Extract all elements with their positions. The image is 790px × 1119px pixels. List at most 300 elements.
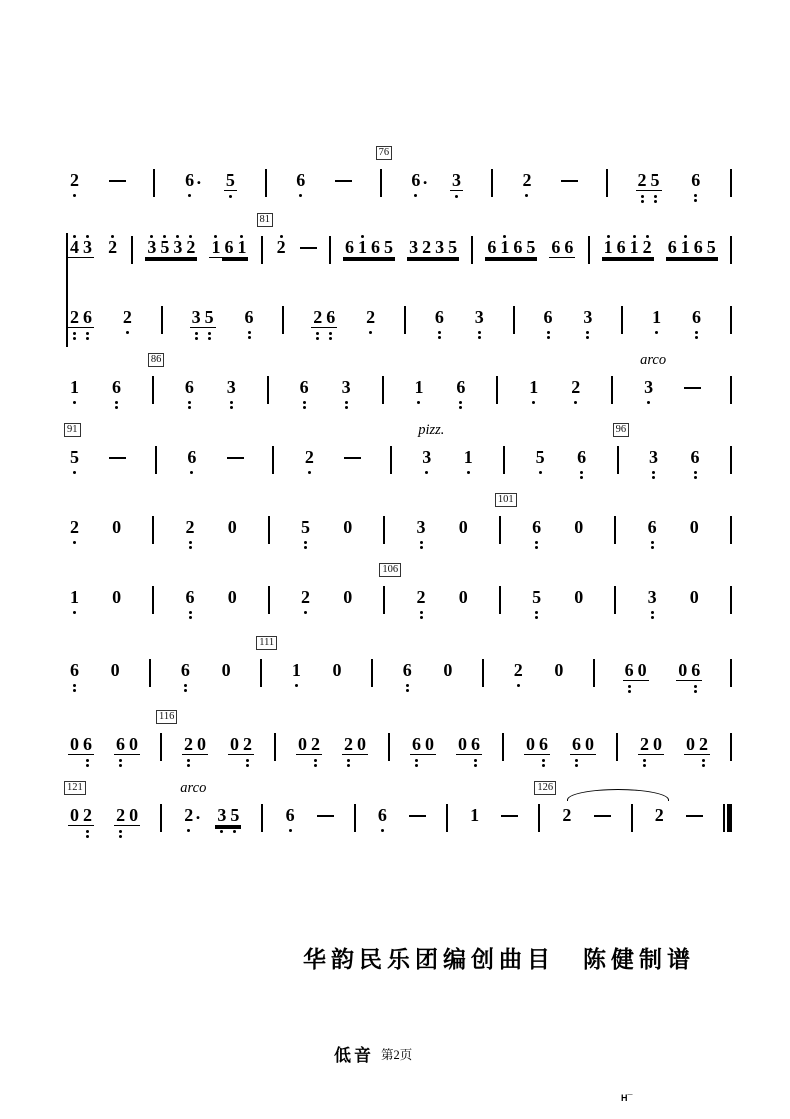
lower-octave-dots (304, 541, 307, 549)
octave-dot (369, 331, 372, 334)
octave-dot (474, 764, 477, 767)
note-digit: 6 (434, 307, 444, 327)
dash-line (109, 457, 126, 459)
note-group (415, 511, 428, 549)
note (542, 301, 555, 339)
note-digit: 0 (197, 734, 206, 754)
barline (152, 586, 154, 614)
note (569, 371, 582, 404)
octave-dot (304, 541, 307, 544)
octave-dot (289, 829, 292, 832)
note (689, 654, 702, 693)
barline (268, 516, 270, 544)
lower-octave-dots (420, 611, 423, 619)
note-digit: 2 (184, 734, 193, 754)
note (650, 301, 663, 334)
lower-octave-dots (208, 332, 211, 340)
lower-octave-dots (586, 331, 589, 339)
octave-dot (547, 336, 550, 339)
barline (730, 306, 732, 334)
note-group (569, 371, 582, 404)
music-line (58, 637, 742, 693)
note (114, 728, 127, 767)
lower-octave-dots (304, 611, 307, 614)
note-group (342, 728, 368, 767)
lower-octave-dots (539, 471, 542, 474)
octave-dot (586, 336, 589, 339)
lower-octave-dots (474, 759, 477, 767)
barline (404, 306, 406, 334)
note-digit: 2 (313, 307, 323, 327)
barline (382, 376, 384, 404)
note-group (243, 301, 256, 339)
note (183, 164, 202, 197)
note-group (215, 799, 241, 833)
octave-dot (651, 546, 654, 549)
note (692, 231, 705, 262)
note-digit: 6 (564, 237, 574, 257)
note-digit: 6 (691, 660, 701, 680)
note (410, 728, 423, 767)
note (81, 301, 94, 340)
lower-octave-dots (414, 194, 417, 197)
lower-octave-dots (420, 541, 423, 549)
note (602, 231, 615, 262)
note-digit: 1 (470, 805, 480, 825)
note (203, 301, 216, 340)
lower-octave-dots (229, 195, 232, 198)
octave-dot (229, 195, 232, 198)
note-digit: 5 (383, 237, 393, 257)
octave-dot (86, 835, 89, 838)
octave-dot (478, 336, 481, 339)
dash-line (684, 387, 701, 389)
note (222, 231, 235, 262)
note (235, 231, 248, 262)
lower-octave-dots (184, 684, 187, 692)
lower-octave-dots (467, 471, 470, 474)
barline (160, 804, 162, 832)
note (524, 728, 537, 767)
note (106, 231, 119, 261)
note-group (572, 511, 585, 541)
octave-dot (295, 684, 298, 687)
note (649, 164, 662, 203)
note-digit: 5 (706, 237, 716, 257)
octave-dot (535, 611, 538, 614)
note-digit: 0 (112, 587, 122, 607)
note-group (68, 728, 94, 767)
note (473, 301, 486, 339)
octave-dot (73, 337, 76, 340)
note (309, 728, 322, 767)
dash-line (686, 815, 703, 817)
note (110, 511, 123, 541)
note-group (190, 301, 216, 340)
note (184, 581, 197, 619)
note-digit: 6 . (185, 168, 202, 190)
note-digit: 3 (422, 447, 432, 467)
octave-dot (381, 829, 384, 832)
note (638, 728, 651, 767)
note (623, 654, 636, 693)
barline (730, 236, 732, 264)
note-digit: 0 (70, 734, 79, 754)
note-group (183, 164, 202, 197)
note-group (343, 231, 395, 262)
octave-dot (195, 337, 198, 340)
note-digit: 6 (299, 377, 309, 397)
barline (161, 306, 163, 334)
music-line (58, 301, 742, 340)
octave-dot (119, 830, 122, 833)
note-group (689, 164, 702, 202)
note (457, 581, 470, 611)
note (641, 231, 654, 262)
octave-dot (190, 471, 193, 474)
note-digit: 6 (691, 170, 701, 190)
note-group (106, 231, 119, 261)
note-group (666, 231, 718, 262)
note-digit: 2 (70, 170, 79, 190)
note (552, 654, 565, 684)
octave-dot (647, 401, 650, 404)
note-digit: 3 (409, 237, 419, 257)
music-line (58, 494, 742, 549)
lower-octave-dots (643, 759, 646, 767)
lower-octave-dots (702, 759, 705, 767)
note (225, 371, 238, 409)
note (527, 371, 540, 404)
note-digit: 2 (83, 805, 92, 825)
lower-octave-dots (195, 332, 198, 340)
lower-octave-dots (248, 331, 251, 339)
note-digit: 2 (70, 307, 79, 327)
note-digit: 6 (370, 237, 380, 257)
note (572, 581, 585, 611)
octave-dot (643, 759, 646, 762)
octave-dot (188, 194, 191, 197)
note (562, 231, 575, 262)
note-digit: 6 (543, 307, 553, 327)
note-group (364, 301, 377, 334)
note-group (552, 654, 565, 684)
note-group (184, 511, 197, 549)
note-digit: 5 (204, 307, 214, 327)
octave-dot (417, 401, 420, 404)
note (412, 371, 425, 404)
note-group (433, 301, 446, 339)
note (450, 164, 463, 198)
octave-dot (195, 332, 198, 335)
note (684, 728, 697, 767)
octave-dot (467, 471, 470, 474)
duration-dash (561, 164, 578, 182)
note-group (418, 422, 445, 474)
barline (614, 516, 616, 544)
lower-octave-dots (73, 611, 76, 614)
note (145, 231, 158, 262)
octave-dot (86, 830, 89, 833)
note (228, 728, 241, 767)
note-digit: 0 (689, 517, 699, 537)
lower-octave-dots (478, 331, 481, 339)
note-digit: 0 (689, 587, 699, 607)
note (524, 231, 537, 262)
barline (155, 446, 157, 474)
note-group (653, 799, 666, 829)
barline (513, 306, 515, 334)
note-digit: 6 (83, 734, 92, 754)
bowing-mark: arco (640, 352, 667, 368)
note-group (527, 371, 540, 404)
note (676, 654, 689, 693)
octave-dot (547, 331, 550, 334)
note-group (67, 424, 81, 474)
octave-dot (188, 401, 191, 404)
note-digit: 0 (678, 660, 688, 680)
note-digit: 0 (554, 660, 564, 680)
note-digit: 6 (184, 377, 194, 397)
lower-octave-dots (542, 759, 545, 767)
note (485, 231, 498, 262)
note (195, 728, 208, 767)
barline (730, 446, 732, 474)
note-digit: 0 (574, 517, 584, 537)
octave-dot (525, 194, 528, 197)
note (68, 371, 81, 404)
note-digit: 2 . (184, 803, 201, 825)
octave-dot (694, 471, 697, 474)
note-group (534, 441, 547, 474)
duration-dash (501, 799, 518, 817)
note-digit: 2 (422, 237, 432, 257)
lower-octave-dots (230, 401, 233, 409)
lower-octave-dots (314, 759, 317, 767)
note-group (298, 371, 311, 409)
note (299, 511, 312, 549)
note-digit: 2 (522, 170, 532, 190)
note-digit: 5 (160, 237, 170, 257)
lower-octave-dots (73, 332, 76, 340)
note-digit: 1 (70, 587, 79, 607)
note-digit: 0 (526, 734, 535, 754)
lower-octave-dots (381, 829, 384, 832)
octave-dot (314, 764, 317, 767)
note (549, 231, 562, 262)
octave-dot (187, 764, 190, 767)
note-group (209, 231, 248, 262)
lower-octave-dots (580, 471, 583, 479)
note (530, 581, 543, 619)
note-digit: 0 (574, 587, 584, 607)
octave-dot (654, 195, 657, 198)
note-digit: 1 (629, 237, 639, 257)
octave-dot (532, 401, 535, 404)
note (311, 301, 324, 340)
lower-octave-dots (695, 331, 698, 339)
note-group (284, 799, 297, 832)
note (185, 441, 198, 474)
note-group (114, 799, 140, 838)
octave-dot (478, 331, 481, 334)
note (355, 728, 368, 767)
lower-octave-dots (220, 830, 223, 833)
lower-octave-dots (295, 684, 298, 687)
note (81, 799, 94, 838)
note-group (67, 782, 94, 838)
octave-dot (73, 401, 76, 404)
note-group (185, 441, 198, 474)
note (636, 654, 649, 693)
octave-dot (415, 764, 418, 767)
note-group (303, 441, 316, 474)
note-digit: 0 (686, 734, 695, 754)
note (690, 301, 703, 339)
octave-dot (420, 546, 423, 549)
lower-octave-dots (345, 401, 348, 409)
note (636, 164, 649, 203)
lower-octave-dots (694, 685, 697, 693)
note-digit: 0 (129, 734, 138, 754)
lower-octave-dots (574, 401, 577, 404)
octave-dot (86, 764, 89, 767)
octave-dot (539, 471, 542, 474)
lower-octave-dots (651, 541, 654, 549)
note (68, 164, 81, 197)
duration-dash (109, 441, 126, 459)
note-digit: 0 (458, 517, 468, 537)
barline (730, 586, 732, 614)
measure-number-box: 106 (379, 563, 401, 577)
octave-dot (303, 406, 306, 409)
note (409, 164, 428, 197)
octave-dot (580, 471, 583, 474)
note-digit: 6 (693, 237, 703, 257)
note-group (226, 511, 239, 541)
measure-number-box: 111 (256, 636, 277, 650)
barline (159, 711, 175, 761)
octave-dot (474, 759, 477, 762)
note (570, 728, 583, 767)
octave-dot (73, 332, 76, 335)
note (110, 371, 123, 409)
note-group (341, 511, 354, 541)
barline (593, 659, 595, 687)
note-digit: 5 (301, 517, 311, 537)
note-group (549, 231, 575, 262)
octave-dot (119, 764, 122, 767)
note-digit: 6 (513, 237, 523, 257)
lower-octave-dots (517, 684, 520, 687)
note (110, 581, 123, 611)
credit-line: 华韵民乐团编创曲目 陈健制谱 (303, 947, 695, 972)
octave-dot (652, 476, 655, 479)
note-group (412, 371, 425, 404)
note-group (623, 654, 649, 693)
octave-dot (694, 194, 697, 197)
octave-dot (702, 764, 705, 767)
lower-octave-dots (189, 541, 192, 549)
note-group (182, 728, 208, 767)
note-group (340, 371, 353, 409)
note-group (462, 441, 475, 474)
note-digit: 6 (624, 660, 634, 680)
lower-octave-dots (628, 685, 631, 693)
note-digit: 1 (603, 237, 613, 257)
note-digit: 6 (572, 734, 581, 754)
lower-octave-dots (417, 401, 420, 404)
barline (606, 169, 608, 197)
note-group (530, 511, 543, 549)
note-digit: 0 (230, 734, 239, 754)
octave-dot (651, 611, 654, 614)
octave-dot (119, 759, 122, 762)
note (666, 231, 679, 262)
barline (503, 446, 505, 474)
note-group (407, 231, 459, 262)
lower-octave-dots (73, 541, 76, 544)
music-line (58, 214, 742, 264)
lower-octave-dots (459, 401, 462, 409)
note (642, 371, 655, 404)
octave-dot (220, 830, 223, 833)
note (226, 511, 239, 541)
duration-dash (684, 371, 701, 389)
note-group (485, 231, 537, 262)
octave-dot (654, 200, 657, 203)
note-digit: 6 . (411, 168, 428, 190)
music-line (58, 711, 742, 767)
lower-octave-dots (535, 611, 538, 619)
lower-octave-dots (73, 194, 76, 197)
octave-dot (248, 336, 251, 339)
note-digit: 6 (326, 307, 336, 327)
note-group (512, 654, 525, 687)
note-digit: 0 (458, 734, 467, 754)
barline (730, 733, 732, 761)
note (512, 654, 525, 687)
dash-line (409, 815, 426, 817)
note (646, 511, 659, 549)
lower-octave-dots (694, 471, 697, 479)
octave-dot (695, 331, 698, 334)
note-group (220, 654, 233, 684)
note-group (299, 581, 312, 614)
note (290, 654, 303, 687)
note-digit: 2 (562, 805, 572, 825)
note-digit: 0 (129, 805, 139, 825)
octave-dot (414, 194, 417, 197)
lower-octave-dots (415, 759, 418, 767)
octave-dot (345, 401, 348, 404)
octave-dot (316, 337, 319, 340)
lower-octave-dots (575, 759, 578, 767)
note (688, 581, 701, 611)
note (376, 799, 389, 832)
note-digit: 0 (110, 660, 120, 680)
note-digit: 2 (513, 660, 523, 680)
lower-octave-dots (303, 401, 306, 409)
augmentation-dot: . (422, 168, 428, 188)
barline (730, 516, 732, 544)
page-number-label: 第2页 (381, 1048, 413, 1062)
note (241, 728, 254, 767)
note-digit: 6 (532, 517, 542, 537)
barline (153, 169, 155, 197)
note (689, 164, 702, 202)
note-digit: 2 (243, 734, 252, 754)
